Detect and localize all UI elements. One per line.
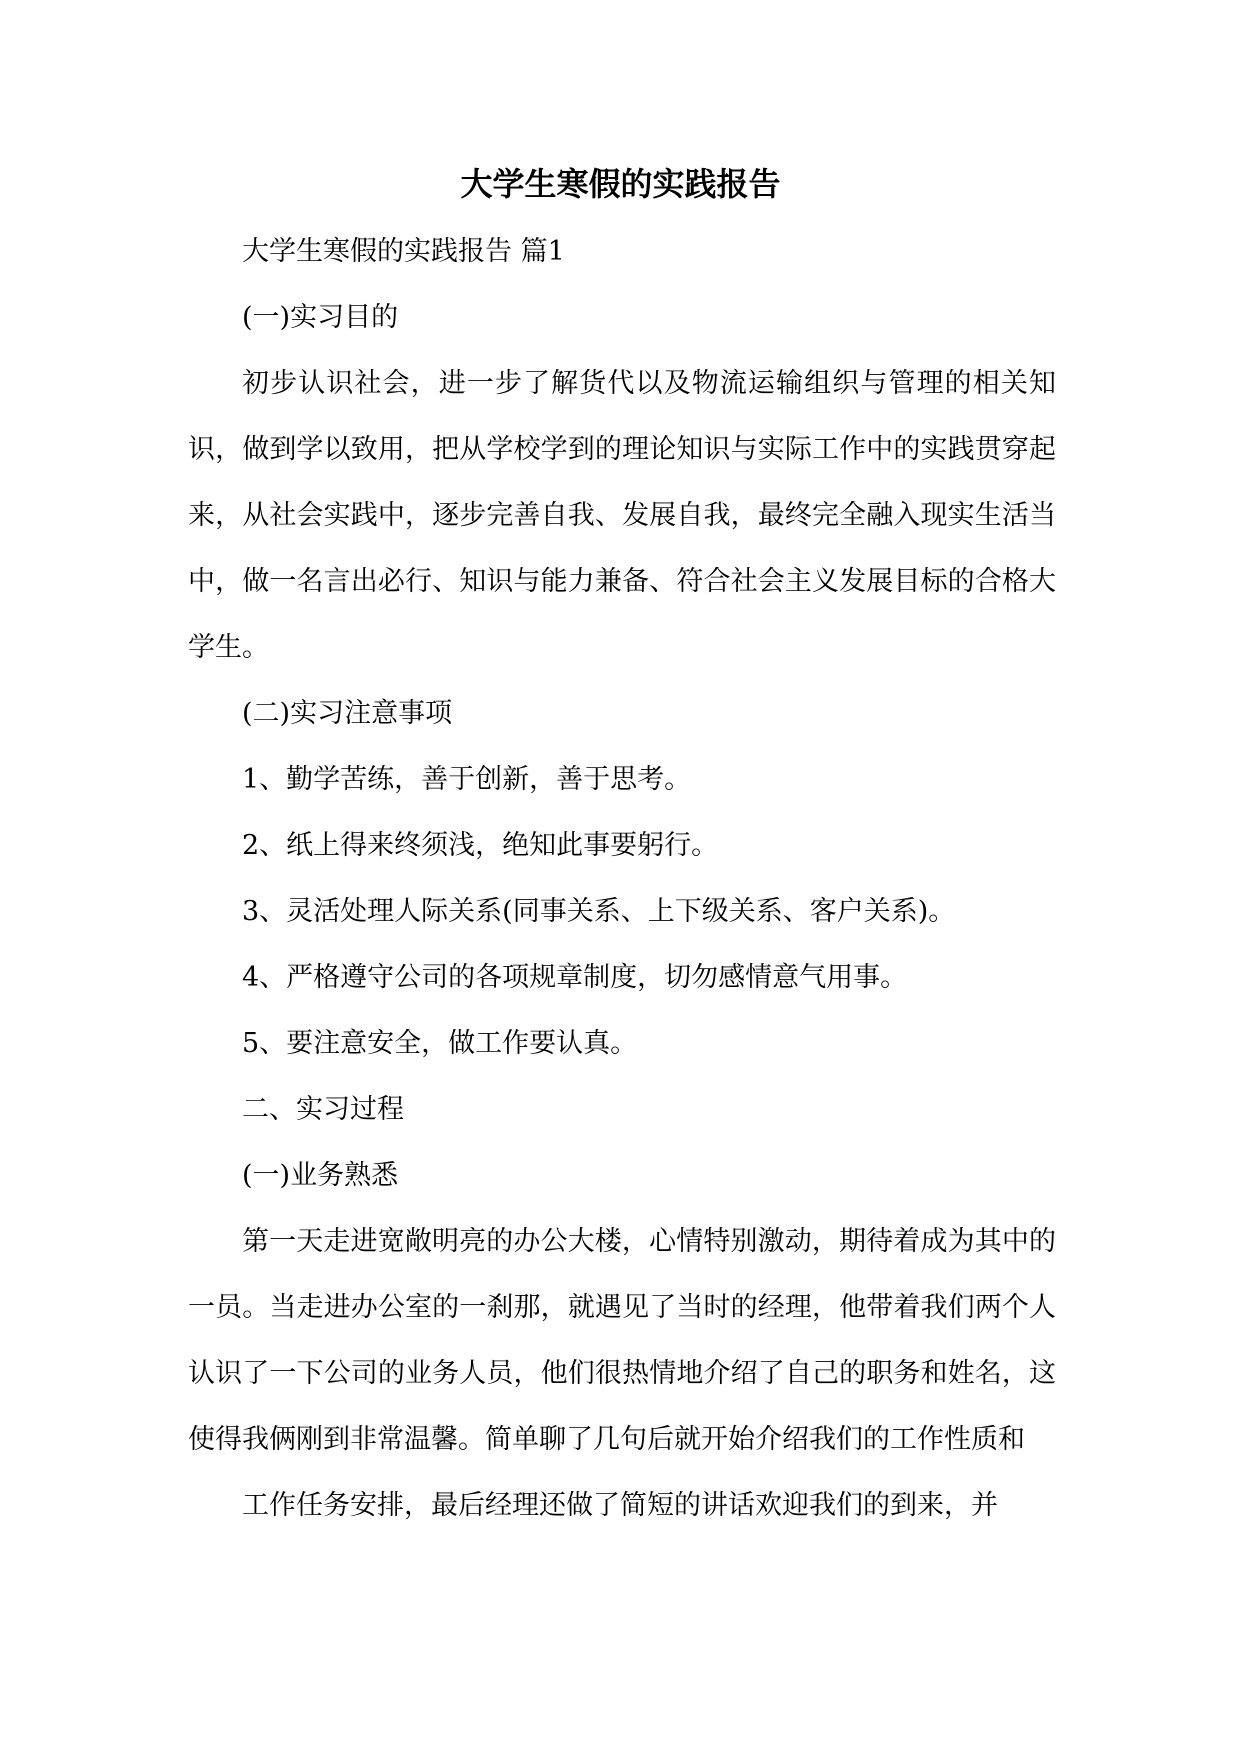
heading-internship-purpose: (一)实习目的 [242, 302, 399, 333]
paragraph-work-arrangement: 工作任务安排，最后经理还做了简短的讲话欢迎我们的到来，并 [242, 1490, 998, 1521]
document-body [188, 219, 1056, 1539]
list-item-2: 2、纸上得来终须浅，绝知此事要躬行。 [242, 830, 719, 861]
list-item-1: 1、勤学苦练，善于创新，善于思考。 [242, 764, 692, 795]
paragraph-purpose: 初步认识社会，进一步了解货代以及物流运输组织与管理的相关知识，做到学以致用，把从学校学到的理论知识与实际工作中的实践贯穿起来，从社会实践中，逐步完善自我、发展自我，最终完全融入现实生活当中，做一名言出必行、知识与能力兼备、符合社会主义发展目标的合格大学生。 [188, 368, 1056, 663]
document-title: 大学生寒假的实践报告 [460, 165, 781, 203]
paragraph-first-day: 第一天走进宽敞明亮的办公大楼，心情特别激动，期待着成为其中的一员。当走进办公室的一刹那，就遇见了当时的经理，他带着我们两个人认识了一下公司的业务人员，他们很热情地介绍了自己的职务和姓名，这使得我俩刚到非常温馨。简单聊了几句后就开始介绍我们的工作性质和 [188, 1226, 1056, 1455]
section-heading-part1: 大学生寒假的实践报告 篇1 [242, 236, 565, 267]
list-item-3: 3、灵活处理人际关系(同事关系、上下级关系、客户关系)。 [242, 896, 956, 927]
list-item-4: 4、严格遵守公司的各项规章制度，切勿感情意气用事。 [242, 962, 908, 993]
list-item-5: 5、要注意安全，做工作要认真。 [242, 1028, 638, 1059]
heading-internship-process: 二、实习过程 [242, 1094, 404, 1125]
heading-business-familiarization: (一)业务熟悉 [242, 1160, 399, 1191]
heading-internship-notes: (二)实习注意事项 [242, 698, 453, 729]
